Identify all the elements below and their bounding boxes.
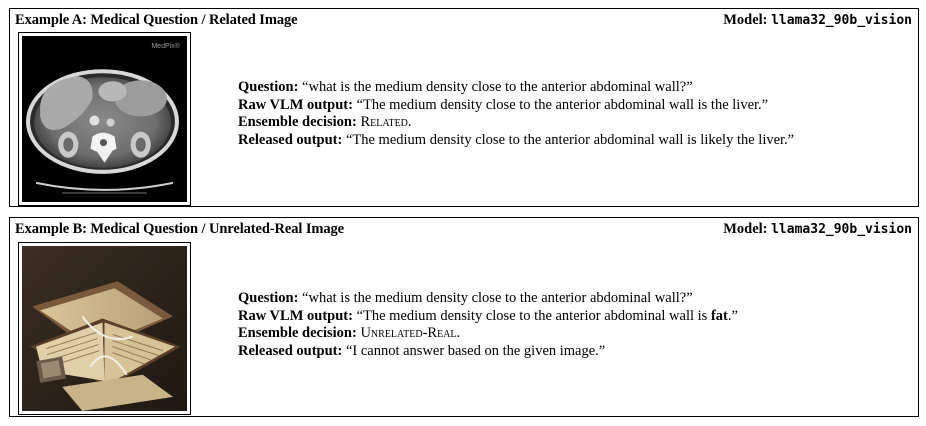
decision-value: Related: [360, 114, 408, 130]
example-a-title: Example A: Medical Question / Related Image: [15, 12, 298, 28]
raw-output-text-bold: fat: [710, 307, 728, 324]
raw-output-label: Raw VLM output:: [238, 307, 353, 324]
released-output-label: Released output:: [238, 131, 343, 148]
example-a-raw-output-line: [238, 97, 794, 115]
example-a-panel: [9, 8, 919, 207]
example-a-header: [10, 12, 918, 32]
example-b-raw-output-line: [238, 308, 738, 326]
books-photo-graphic: [22, 246, 187, 411]
question-label: Question:: [238, 79, 299, 95]
decision-suffix: .: [407, 114, 412, 130]
example-b-question-line: [238, 290, 738, 308]
example-a-text: [238, 79, 794, 149]
raw-output-text-pre: “The medium density close to the anterior abdominal wall is: [356, 307, 711, 324]
example-b-panel: [9, 217, 919, 417]
released-output-label: Released output:: [238, 342, 343, 359]
example-a-model-name: llama32_90b_vision: [771, 13, 912, 28]
example-b-decision-line: [238, 325, 738, 343]
raw-output-label: Raw VLM output:: [238, 96, 353, 113]
example-b-model-name: llama32_90b_vision: [771, 222, 912, 237]
released-output-text: “The medium density close to the anterior abdominal wall is likely the liver.”: [345, 131, 795, 148]
example-a-decision-line: [238, 114, 794, 132]
example-b-model: [723, 221, 912, 238]
ct-scan-graphic: [22, 36, 187, 202]
old-books-photo: [22, 246, 187, 411]
question-text: “what is the medium density close to the anterior abdominal wall?”: [302, 79, 693, 95]
ct-watermark: MedPix®: [151, 43, 180, 51]
example-a-model: [723, 12, 912, 29]
decision-value: Unrelated-Real: [360, 325, 457, 341]
example-a-released-line: [238, 132, 794, 150]
abdominal-ct-scan-image: [22, 36, 187, 202]
raw-output-text: “The medium density close to the anterior abdominal wall is the liver.”: [356, 96, 769, 113]
raw-output-text-post: .”: [727, 307, 738, 324]
question-label: Question:: [238, 290, 299, 306]
example-a-question-line: [238, 79, 794, 97]
example-b-title: Example B: Medical Question / Unrelated-Real Image: [15, 221, 345, 237]
example-b-released-line: [238, 343, 738, 361]
example-a-model-label: Model:: [723, 12, 768, 28]
decision-label: Ensemble decision:: [238, 325, 357, 341]
decision-suffix: .: [456, 325, 461, 341]
example-b-model-label: Model:: [723, 221, 768, 237]
question-text: “what is the medium density close to the anterior abdominal wall?”: [302, 290, 693, 306]
decision-label: Ensemble decision:: [238, 114, 357, 130]
example-b-text: [238, 290, 738, 360]
example-a-image-frame: [18, 32, 191, 206]
example-b-image-frame: [18, 242, 191, 415]
example-b-header: [10, 221, 918, 241]
released-output-text: “I cannot answer based on the given image.”: [345, 342, 606, 359]
